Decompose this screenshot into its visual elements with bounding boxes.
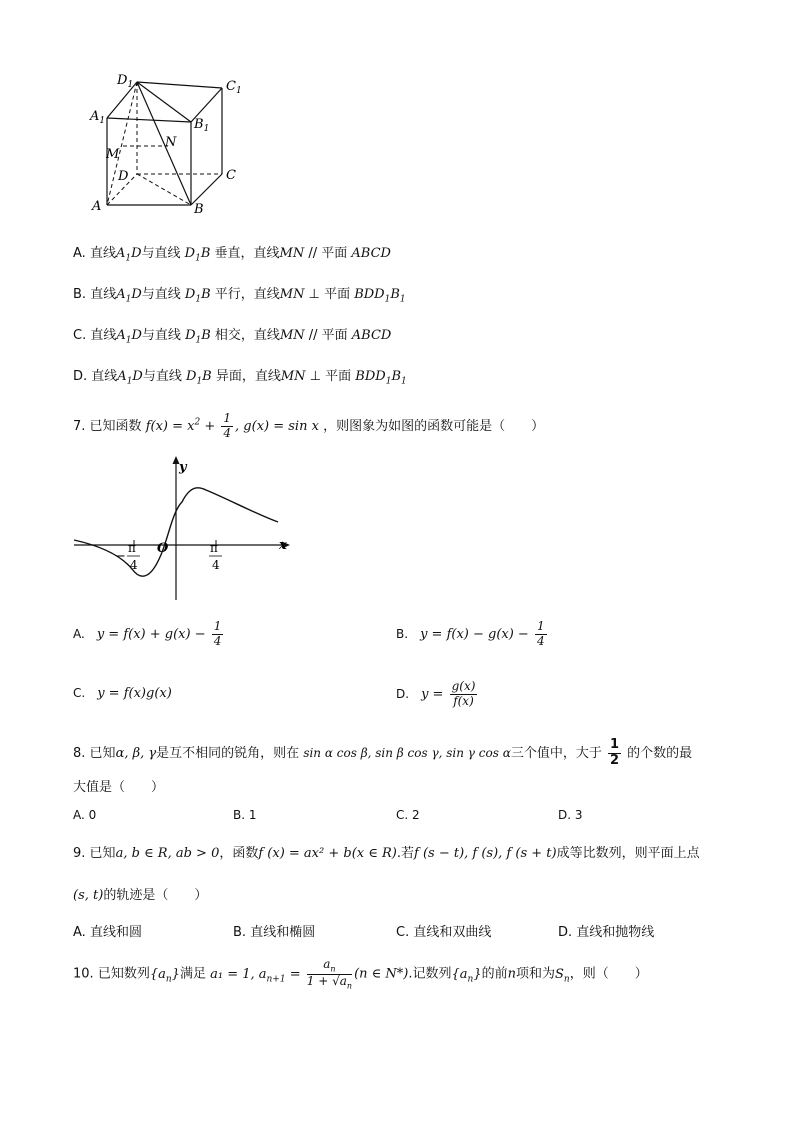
label-B: B <box>194 202 204 217</box>
pos-tick-den: 4 <box>212 558 220 572</box>
option-fraction: $\frac{1}{4}$ <box>213 619 222 648</box>
q10-cond: (n ∈ N*) <box>354 966 409 982</box>
q7-fx: $f(x) = x^2$ + <box>145 417 216 434</box>
option-text: 与直线 <box>141 287 181 302</box>
option-text: 直线 <box>89 246 116 261</box>
q8-text4: 的个数的最 <box>627 745 693 761</box>
option-letter: D. <box>396 686 422 701</box>
plane-name: $BDD_1B_1$ <box>354 287 406 305</box>
q6-option-b[interactable] <box>73 283 406 305</box>
q10-text5: 项和为 <box>515 966 555 982</box>
option-text: 直线和圆 <box>89 925 142 940</box>
relation-symbol: ⊥ <box>304 287 325 302</box>
line-d1b: $D_1B$ <box>180 246 215 264</box>
q7-option-b[interactable] <box>396 620 549 649</box>
q10-Sn: $S_n$ <box>555 966 570 985</box>
option-text: 与直线 <box>141 328 181 343</box>
q8-option-a[interactable] <box>73 808 96 822</box>
q8-option-b[interactable] <box>233 808 257 822</box>
q8-exprs: sin α cos β, sin β cos γ, sin γ cos α <box>303 745 511 760</box>
q7-text2: ，则图象为如图的函数可能是（ ） <box>323 418 545 434</box>
q10-n: n <box>507 966 516 982</box>
label-A1: $A_1$ <box>90 109 106 126</box>
option-letter: B. <box>396 626 421 641</box>
q7-option-a[interactable] <box>73 620 225 649</box>
option-letter: A. <box>73 246 90 261</box>
option-text: 平面 <box>321 328 352 343</box>
line-d1b: $D_1B$ <box>180 287 215 305</box>
line-mn: MN <box>280 369 306 384</box>
option-expression: y = <box>421 686 448 702</box>
label-D: D <box>118 169 129 184</box>
q9-option-b[interactable] <box>233 921 315 940</box>
q10-text6: ，则（ ） <box>569 966 648 982</box>
q9-text3: .若 <box>396 846 414 861</box>
q9-option-c[interactable] <box>396 921 491 940</box>
line-d1b: $D_1B$ <box>181 369 216 387</box>
plane-name: ABCD <box>351 246 391 261</box>
option-fraction: $\frac{g(x)}{f(x)}$ <box>451 679 476 708</box>
option-letter: C. <box>396 925 414 940</box>
option-text: 平面 <box>324 287 355 302</box>
option-text: 直线和抛物线 <box>576 925 655 940</box>
option-letter: D. <box>558 808 575 822</box>
label-N: N <box>165 135 177 150</box>
q10-text1: 已知数列 <box>97 966 150 982</box>
q9-text5: 的轨迹是（ ） <box>103 888 208 903</box>
plane-name: $BDD_1B_1$ <box>355 369 407 387</box>
label-D1: $D_1$ <box>117 73 134 90</box>
q10-an2: $\{a_n\}$ <box>451 966 482 985</box>
label-B1: $B_1$ <box>194 117 210 134</box>
option-letter: A. <box>73 808 89 822</box>
option-letter: C. <box>73 328 91 343</box>
option-text: 直线 <box>90 287 117 302</box>
option-text: 平行，直线 <box>214 287 280 302</box>
q9-seq: f (s − t), f (s), f (s + t) <box>414 846 557 861</box>
option-text: 直线和双曲线 <box>413 925 492 940</box>
q10-text2: 满足 <box>179 966 206 982</box>
line-a1d: $A_1D$ <box>117 369 143 387</box>
neg-tick-den: 4 <box>130 558 138 572</box>
q9-text4: 成等比数列，则平面上点 <box>556 846 700 861</box>
origin-label: O <box>157 541 169 556</box>
option-text: 直线和椭圆 <box>250 925 316 940</box>
q7-stem <box>73 412 544 441</box>
option-text: 相交，直线 <box>214 328 280 343</box>
line-a1d: $A_1D$ <box>115 246 142 264</box>
x-axis-label: x <box>279 538 287 553</box>
neg-tick-minus: − <box>115 549 126 564</box>
q6-option-c[interactable] <box>73 324 391 346</box>
option-letter: D. <box>73 369 92 384</box>
q8-line2: 大值是（ ） <box>73 780 165 795</box>
option-text: 直线 <box>91 369 118 384</box>
cube-figure <box>80 68 260 218</box>
line-mn: MN <box>279 328 305 343</box>
q8-text3: 三个值中，大于 <box>510 745 602 761</box>
q9-line2 <box>73 884 207 903</box>
option-letter: B. <box>73 287 91 302</box>
label-A: A <box>92 199 102 214</box>
relation-symbol: ⊥ <box>305 369 326 384</box>
option-letter: A. <box>73 925 90 940</box>
option-text: 平面 <box>325 369 356 384</box>
option-text: 垂直，直线 <box>214 246 280 261</box>
q8-number: 8. <box>73 745 86 761</box>
q9-number: 9. <box>73 846 86 861</box>
line-mn: MN <box>279 246 305 261</box>
q8-text1: 已知 <box>89 745 116 761</box>
option-text: 平面 <box>321 246 352 261</box>
line-d1b: $D_1B$ <box>180 328 215 346</box>
option-expression: y = f(x) + g(x) − <box>96 626 210 642</box>
q7-option-d[interactable] <box>396 680 479 709</box>
option-letter: D. <box>558 925 577 940</box>
q8-option-d[interactable] <box>558 808 583 822</box>
option-text: 与直线 <box>142 369 182 384</box>
q10-rec: a₁ = 1, $a_{n+1}$ = <box>210 966 301 985</box>
q10-frac: $\frac{a_n}{1 + √a_n}$ <box>306 957 353 990</box>
neg-tick-num: π <box>128 541 136 555</box>
q10-text3: .记数列 <box>408 966 452 982</box>
q9-text2: ，函数 <box>219 846 259 861</box>
option-value: 1 <box>248 808 257 822</box>
q7-number: 7. <box>73 418 86 434</box>
q7-gx: , g(x) = sin x <box>235 418 319 434</box>
q7-text1: 已知函数 <box>89 418 142 434</box>
label-C1: $C_1$ <box>226 79 242 96</box>
q7-frac: $\frac{1}{4}$ <box>223 411 232 440</box>
q8-option-c[interactable] <box>396 808 420 822</box>
option-text: 异面，直线 <box>215 369 281 384</box>
option-text: 与直线 <box>141 246 181 261</box>
option-value: 3 <box>574 808 583 822</box>
q10-number: 10. <box>73 966 94 982</box>
option-letter: A. <box>73 626 97 641</box>
option-expression: y = f(x)g(x) <box>97 686 172 701</box>
option-letter: B. <box>233 808 249 822</box>
line-mn: MN <box>279 287 305 302</box>
q8-vars: α, β, γ <box>115 745 157 761</box>
option-expression: y = f(x) − g(x) − <box>420 626 533 642</box>
q10-text4: 的前 <box>481 966 508 982</box>
plane-name: ABCD <box>351 328 392 343</box>
q9-text1: 已知 <box>89 846 116 861</box>
y-axis-label: y <box>179 460 187 475</box>
q10-an: $\{a_n\}$ <box>149 966 180 985</box>
option-letter: B. <box>233 925 251 940</box>
option-letter: C. <box>73 686 98 700</box>
q7-option-c[interactable] <box>73 684 172 701</box>
option-text: 直线 <box>90 328 117 343</box>
relation-symbol: // <box>304 328 322 343</box>
line-a1d: $A_1D$ <box>116 328 142 346</box>
q9-option-a[interactable] <box>73 921 142 940</box>
q8-text2: 是互不相同的锐角，则在 <box>156 745 300 761</box>
q9-func: f (x) = ax² + b(x ∈ R) <box>258 846 397 861</box>
q6-option-a[interactable] <box>73 242 391 264</box>
q9-option-d[interactable] <box>558 921 654 940</box>
q6-option-d[interactable] <box>73 365 407 387</box>
label-C: C <box>226 168 236 183</box>
option-value: 0 <box>88 808 97 822</box>
label-M: M <box>106 147 120 162</box>
option-letter: C. <box>396 808 413 822</box>
pos-tick-num: π <box>210 541 218 555</box>
q8-stem <box>73 738 692 769</box>
option-fraction: $\frac{1}{4}$ <box>536 619 545 648</box>
q9-cond: a, b ∈ R, ab > 0 <box>115 846 220 861</box>
q8-frac: $\frac{1}{2}$ <box>609 737 620 768</box>
function-graph <box>70 452 300 602</box>
option-value: 2 <box>412 808 420 822</box>
line-a1d: $A_1D$ <box>116 287 142 305</box>
relation-symbol: // <box>304 246 322 261</box>
q9-stem <box>73 842 700 861</box>
q9-point: (s, t) <box>73 888 104 903</box>
q10-stem <box>73 958 648 990</box>
